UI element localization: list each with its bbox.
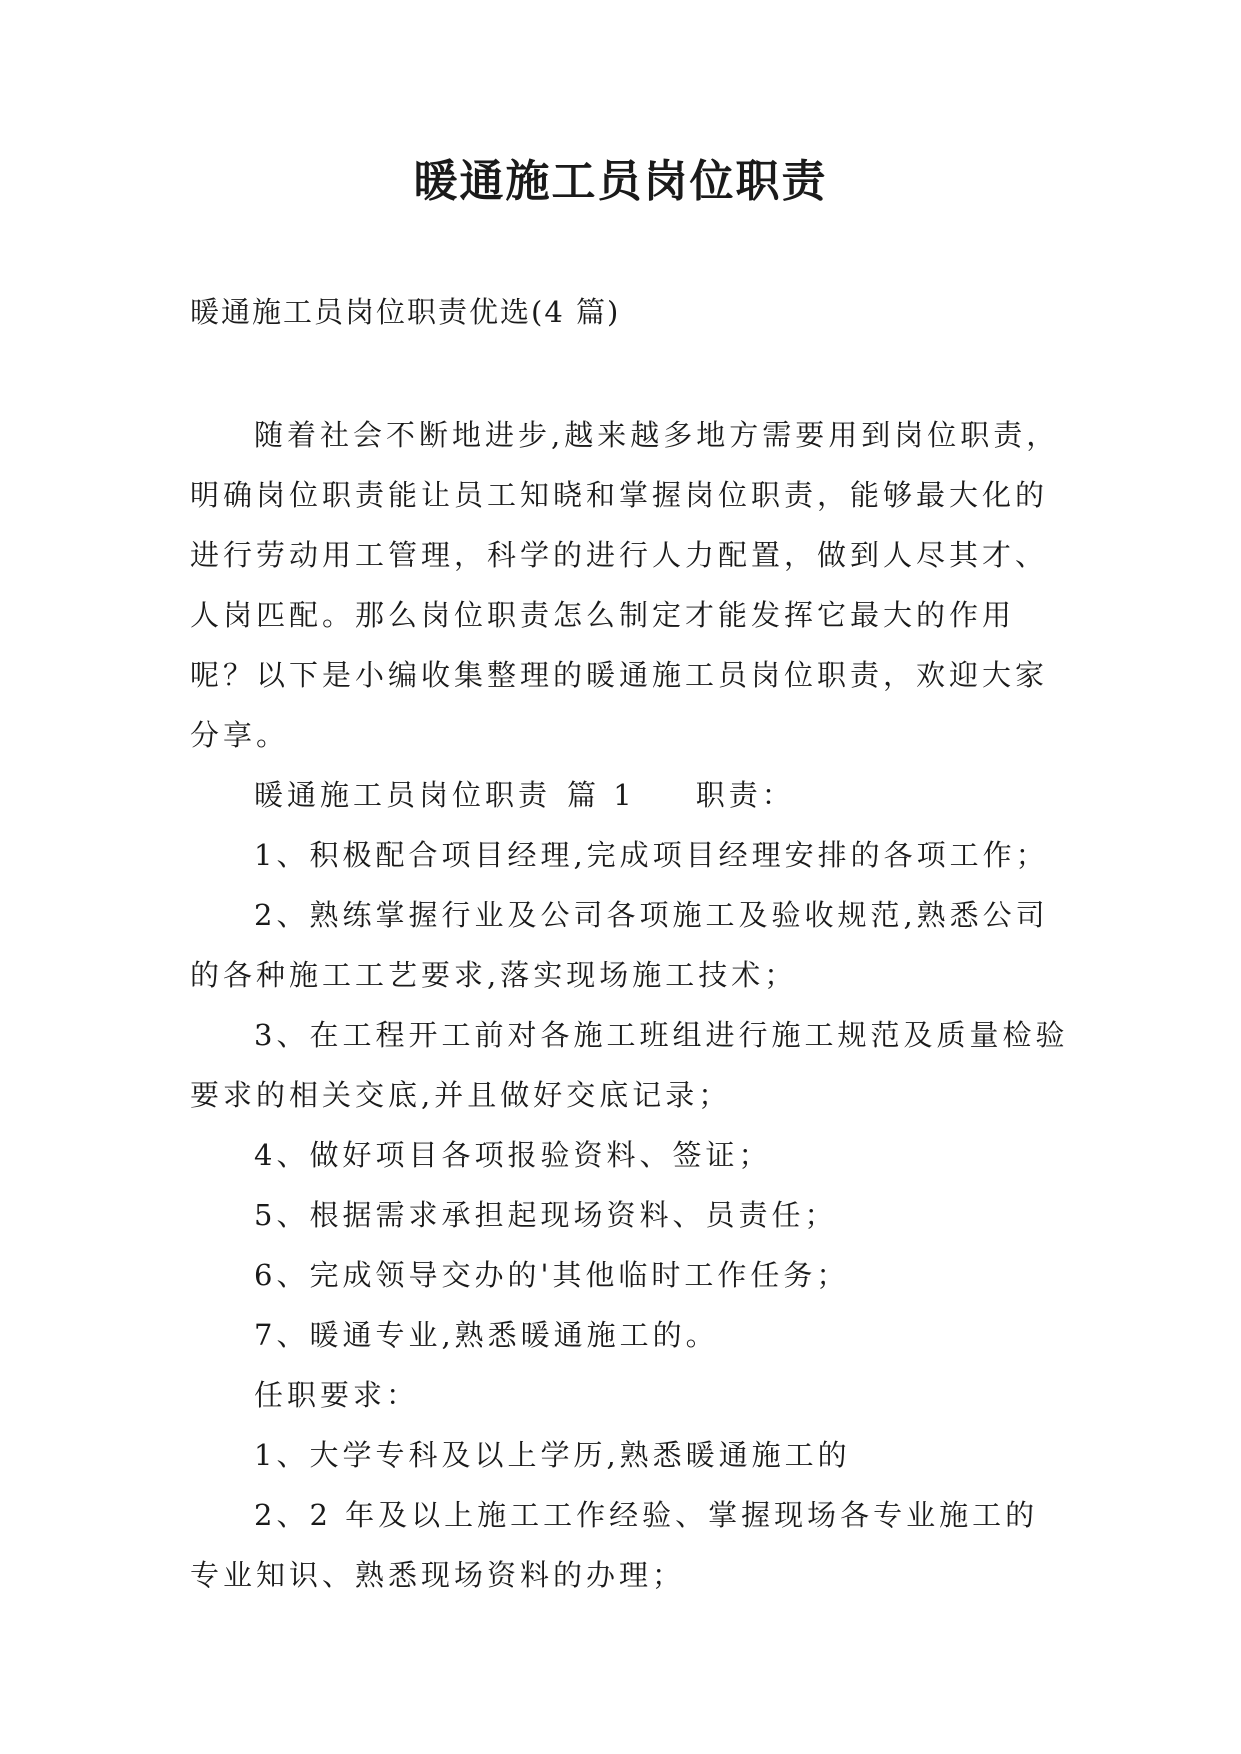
requirements-label: 任职要求： — [254, 1378, 420, 1412]
duty-item: 2、熟练掌握行业及公司各项施工及验收规范,熟悉公司的各种施工工艺要求,落实现场施工技术； — [190, 898, 1049, 992]
duty-item: 7、暖通专业,熟悉暖通施工的。 — [254, 1318, 719, 1352]
requirement-item: 1、大学专科及以上学历,熟悉暖通施工的 — [254, 1438, 851, 1472]
duty-item: 6、完成领导交办的'其他临时工作任务； — [254, 1258, 850, 1292]
section-heading — [190, 765, 1070, 825]
duties-label: 职责： — [695, 778, 795, 812]
page-title: 暖通施工员岗位职责 — [413, 156, 828, 207]
duty-item: 1、积极配合项目经理,完成项目经理安排的各项工作； — [254, 838, 1049, 872]
duty-item: 4、做好项目各项报验资料、签证； — [254, 1138, 772, 1172]
section-part-label: 篇 1 — [567, 778, 636, 812]
intro-paragraph: 随着社会不断地进步,越来越多地方需要用到岗位职责，明确岗位职责能让员工知晓和掌握岗位职责，能够最大化的进行劳动用工管理，科学的进行人力配置，做到人尽其才、人岗匹配。那么岗位职责怎么制定才能发挥它最大的作用呢？以下是小编收集整理的暖通施工员岗位职责，欢迎大家分享。 — [190, 418, 1060, 752]
section-heading-title: 暖通施工员岗位职责 — [254, 778, 552, 812]
document-body — [190, 405, 1070, 1605]
duty-item: 3、在工程开工前对各施工班组进行施工规范及质量检验要求的相关交底,并且做好交底记录； — [190, 1018, 1069, 1112]
duty-item: 5、根据需求承担起现场资料、员责任； — [254, 1198, 838, 1232]
document-subtitle: 暖通施工员岗位职责优选(4 篇) — [190, 295, 621, 329]
requirement-item: 2、2 年及以上施工工作经验、掌握现场各专业施工的专业知识、熟悉现场资料的办理； — [190, 1498, 1039, 1592]
